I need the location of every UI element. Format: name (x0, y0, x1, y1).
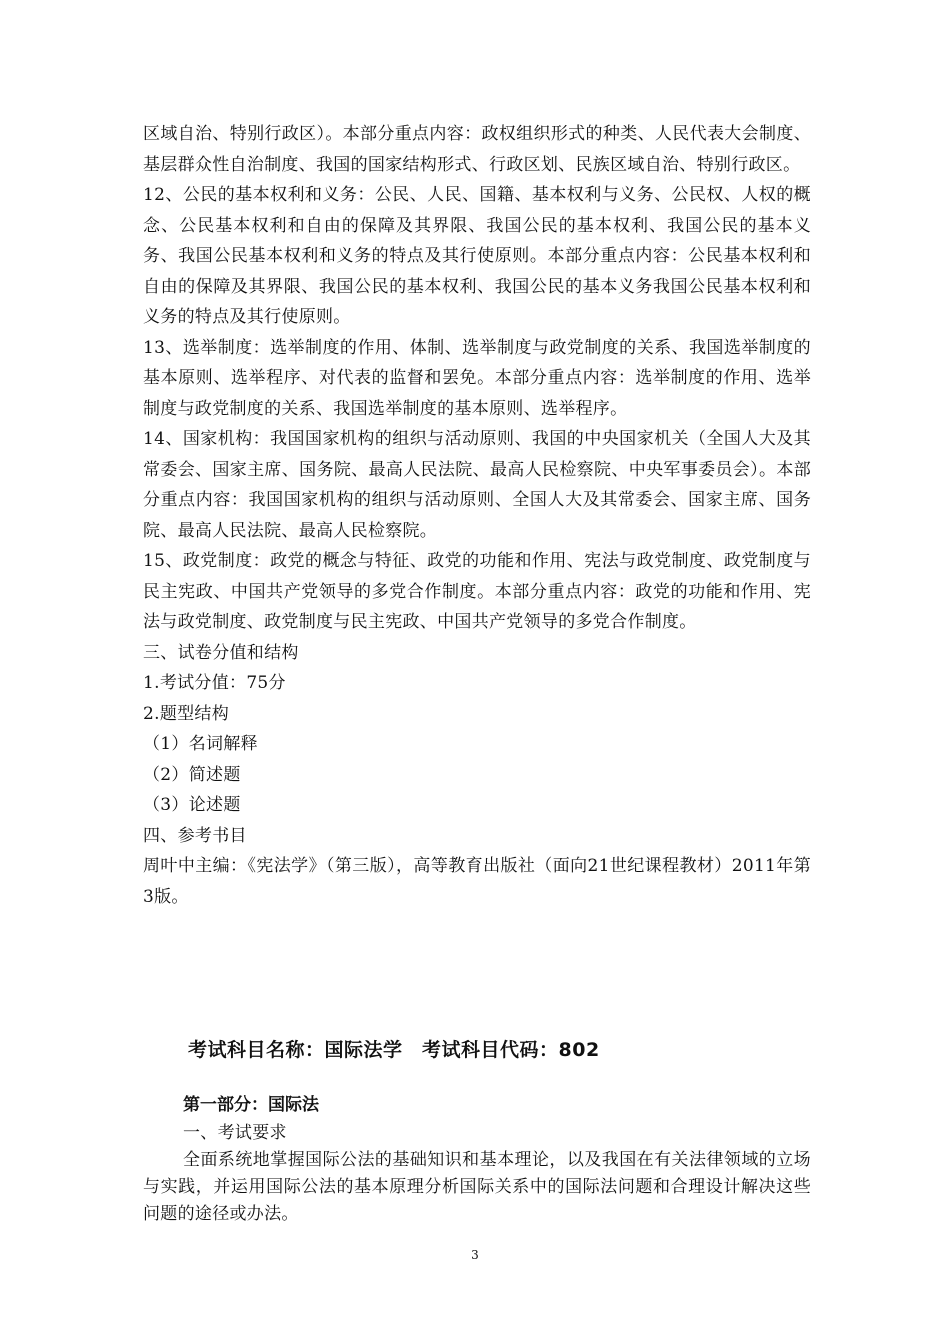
question-type-1: （1）名词解释 (143, 734, 258, 754)
section-international-law (143, 1090, 811, 1228)
question-type-3: （3）论述题 (143, 795, 241, 815)
section-subtitle: 一、考试要求 (183, 1123, 287, 1143)
reference-book: 周叶中主编：《宪法学》（第三版），高等教育出版社（面向21世纪课程教材）2011年第3版。 (143, 856, 811, 907)
question-type-2: （2）简述题 (143, 764, 241, 785)
paragraph-regional-autonomy: 区域自治、特别行政区）。本部分重点内容：政权组织形式的种类、人民代表大会制度、基层群众性自治制度、我国的国家结构形式、行政区划、民族区域自治、特别行政区。 (143, 124, 811, 175)
section-body: 全面系统地掌握国际公法的基础知识和基本理论，以及我国在有关法律领域的立场与实践，并运用国际公法的基本原理分析国际关系中的国际法问题和合理设计解决这些问题的途径或办法。 (143, 1150, 811, 1224)
body-text (143, 119, 811, 912)
subject-heading: 考试科目名称：国际法学 考试科目代码：802 (188, 1039, 600, 1061)
question-types-title: 2.题型结构 (143, 703, 230, 724)
paragraph-state-organs: 14、国家机构：我国国家机构的组织与活动原则、我国的中央国家机关（全国人大及其常委会、国家主席、国务院、最高人民法院、最高人民检察院、中央军事委员会）。本部分重点内容：我国国家机构的组织与活动原则、全国人大及其常委会、国家主席、国务院、最高人民法院、最高人民检察院。 (143, 429, 811, 541)
paragraph-election-system: 13、选举制度：选举制度的作用、体制、选举制度与政党制度的关系、我国选举制度的基本原则、选举程序、对代表的监督和罢免。本部分重点内容：选举制度的作用、选举制度与政党制度的关系、我国选举制度的基本原则、选举程序。 (143, 337, 811, 419)
section-title: 第一部分：国际法 (183, 1095, 319, 1115)
exam-score: 1.考试分值：75分 (143, 673, 286, 693)
paragraph-citizen-rights: 12、公民的基本权利和义务：公民、人民、国籍、基本权利与义务、公民权、人权的概念、公民基本权利和自由的保障及其界限、我国公民的基本权利、我国公民的基本义务、我国公民基本权利和义务的特点及其行使原则。本部分重点内容：公民基本权利和自由的保障及其界限、我国公民的基本权利、我国公民的基本义务我国公民基本权利和义务的特点及其行使原则。 (143, 185, 811, 327)
page-number: 3 (471, 1248, 479, 1262)
reference-books-title: 四、参考书目 (143, 825, 247, 846)
paragraph-party-system: 15、政党制度：政党的概念与特征、政党的功能和作用、宪法与政党制度、政党制度与民主宪政、中国共产党领导的多党合作制度。本部分重点内容：政党的功能和作用、宪法与政党制度、政党制度与民主宪政、中国共产党领导的多党合作制度。 (143, 551, 811, 632)
exam-structure-title: 三、试卷分值和结构 (143, 642, 299, 663)
